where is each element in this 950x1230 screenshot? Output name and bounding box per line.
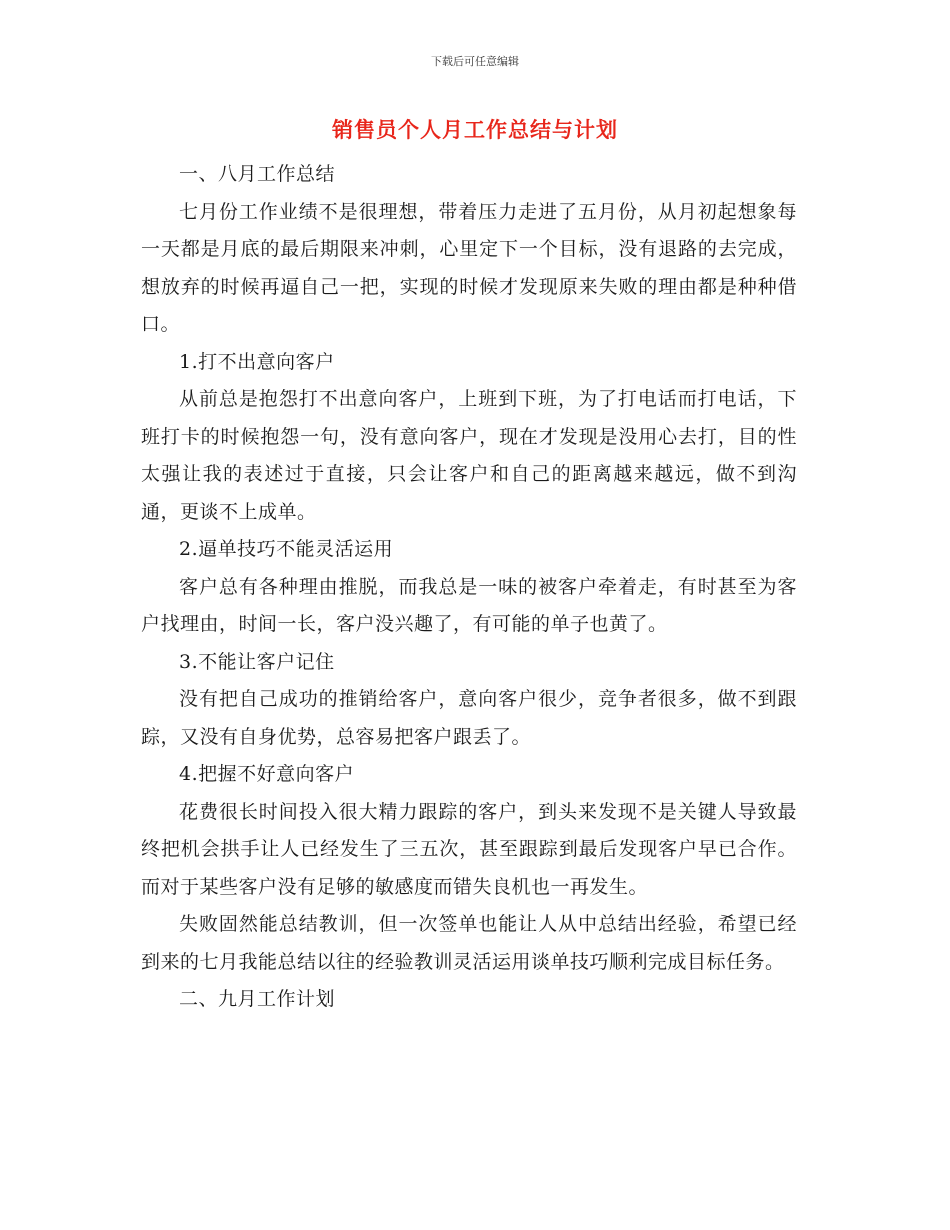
subheading-grasp-leads: 4.把握不好意向客户 bbox=[179, 763, 355, 785]
header-note: 下载后可任意编辑 bbox=[431, 55, 519, 68]
subheading-be-remembered: 3.不能让客户记住 bbox=[179, 650, 335, 673]
paragraph-grasp-leads: 花费很长时间投入很大精力跟踪的客户，到头来发现不是关键人导致最终把机会拱手让人已经发生了三五次，甚至跟踪到最后发现客户早已合作。而对于某些客户没有足够的敏感度而错失良机也一再发生。 bbox=[141, 800, 797, 898]
paragraph-lessons: 失败固然能总结教训，但一次签单也能让人从中总结出经验，希望已经到来的七月我能总结以往的经验教训灵活运用谈单技巧顺利完成目标任务。 bbox=[141, 913, 797, 973]
paragraph-be-remembered: 没有把自己成功的推销给客户，意向客户很少，竞争者很多，做不到跟踪，又没有自身优势，总容易把客户跟丢了。 bbox=[141, 688, 797, 748]
section-heading-september-plan: 二、九月工作计划 bbox=[179, 988, 336, 1010]
paragraph-no-leads: 从前总是抱怨打不出意向客户，上班到下班，为了打电话而打电话，下班打卡的时候抱怨一句，没有意向客户，现在才发现是没用心去打，目的性太强让我的表述过于直接，只会让客户和自己的距离越来越远，做不到沟通，更谈不上成单。 bbox=[141, 388, 797, 523]
subheading-closing-skills: 2.逼单技巧不能灵活运用 bbox=[179, 538, 394, 560]
document-body bbox=[141, 156, 797, 1019]
paragraph-july-performance: 七月份工作业绩不是很理想，带着压力走进了五月份，从月初起想象每一天都是月底的最后期限来冲刺，心里定下一个目标，没有退路的去完成，想放弃的时候再逼自己一把，实现的时候才发现原来失败的理由都是种种借口。 bbox=[141, 200, 797, 335]
subheading-no-leads: 1.打不出意向客户 bbox=[179, 350, 335, 373]
section-heading-august-summary: 一、八月工作总结 bbox=[179, 163, 336, 185]
paragraph-closing-skills: 客户总有各种理由推脱，而我总是一味的被客户牵着走，有时甚至为客户找理由，时间一长，客户没兴趣了，有可能的单子也黄了。 bbox=[141, 575, 797, 635]
document-title: 销售员个人月工作总结与计划 bbox=[332, 118, 618, 142]
